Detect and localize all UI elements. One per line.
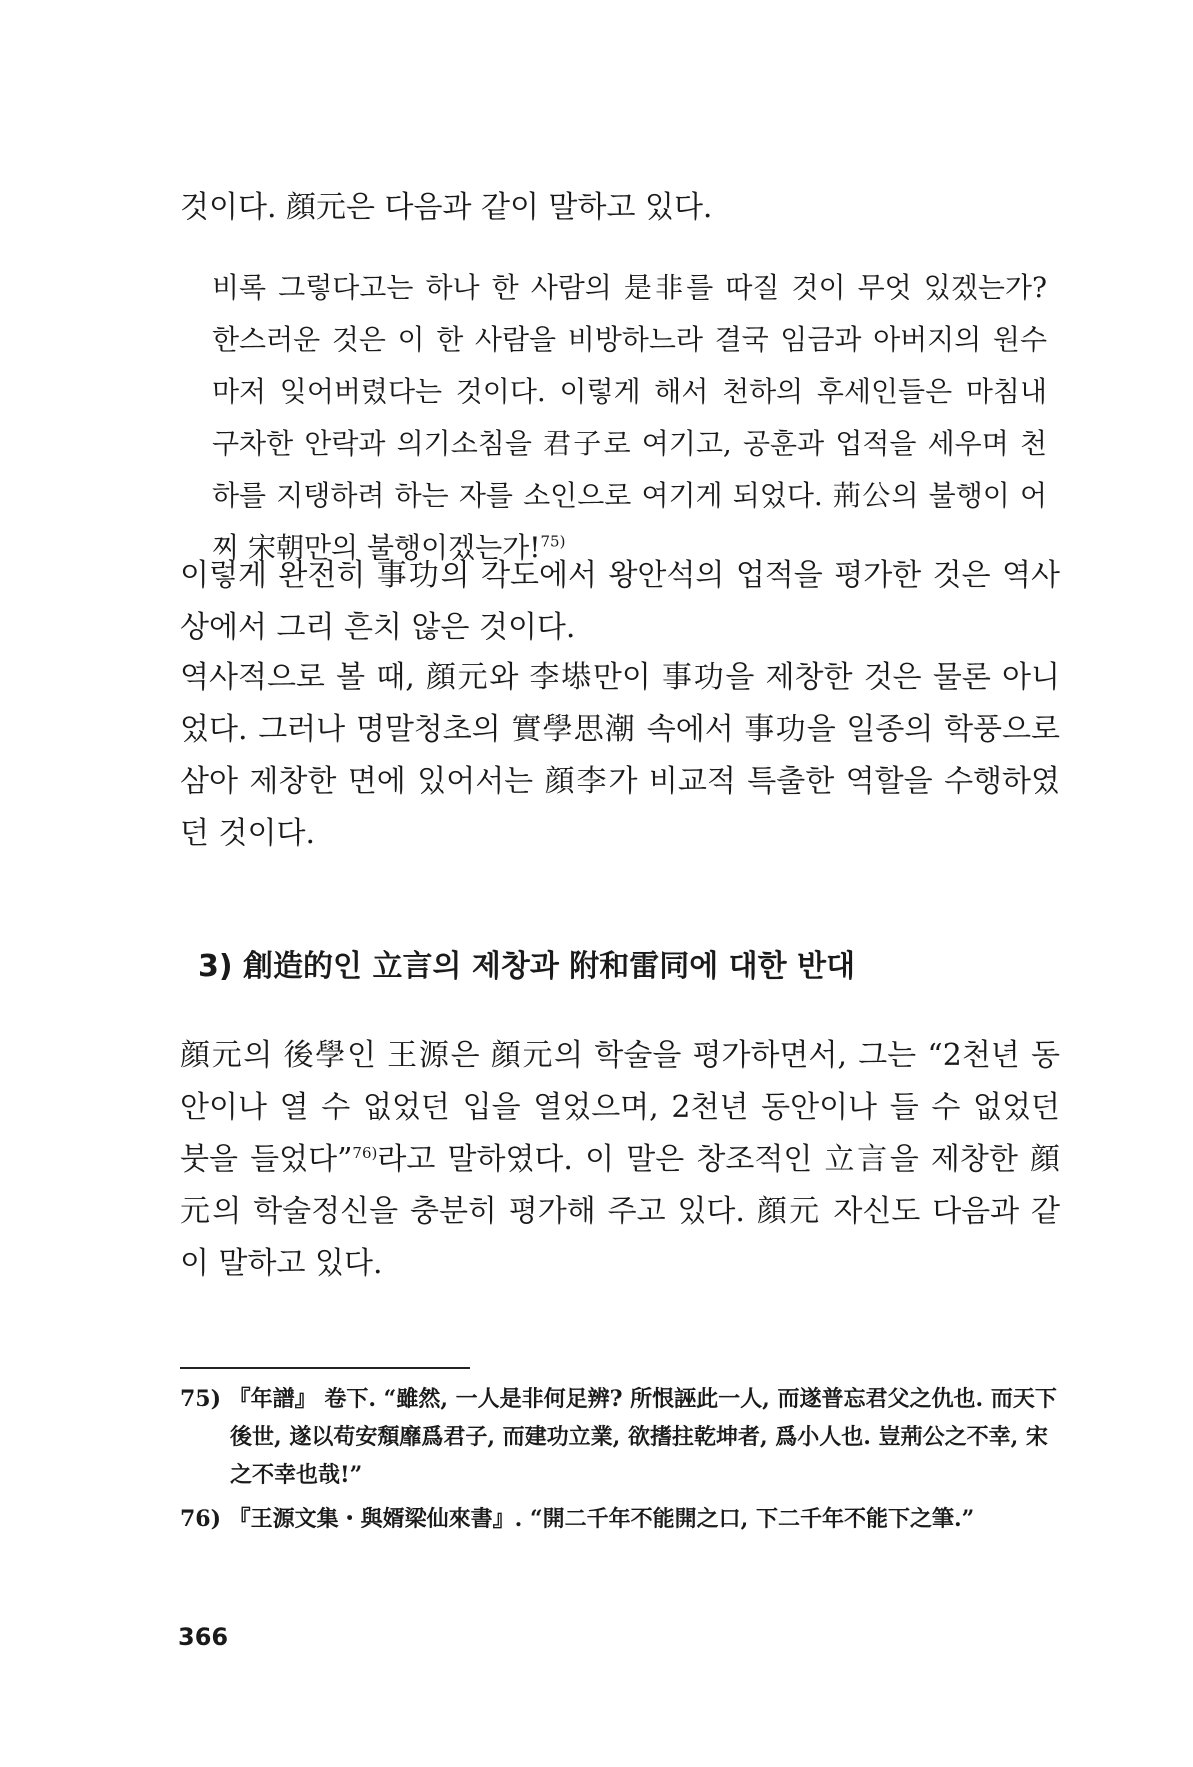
paragraph-4-text-a: 顔元의 後學인 王源은 顔元의 학술을 평가하면서, 그는 “2천년 동안이나 열 수 없었던 입을 열었으며, 2천년 동안이나 들 수 없었던 붓을 들었다” — [180, 1038, 1060, 1177]
section-heading: 3) 創造的인 立言의 제창과 附和雷同에 대한 반대 — [198, 949, 856, 984]
paragraph-2: 이렇게 완전히 事功의 각도에서 왕안석의 업적을 평가한 것은 역사상에서 그리 흔치 않은 것이다. — [180, 558, 1060, 645]
footnote-divider — [180, 1367, 470, 1369]
footnote-ref-75[interactable]: 75) — [540, 532, 566, 551]
footnote-75: 75) 『年譜』 卷下. “雖然, 一人是非何足辨? 所恨誣此一人, 而遂普忘君父之仇也. 而天下後世, 遂以苟安頽靡爲君子, 而建功立業, 欲搘拄乾坤者, 爲小人也. 豈荊公之不幸, 宋之不幸也哉!” — [180, 1386, 1057, 1488]
block-quote-text: 비록 그렇다고는 하나 한 사람의 是非를 따질 것이 무엇 있겠는가? 한스러운 것은 이 한 사람을 비방하느라 결국 임금과 아버지의 원수마저 잊어버렸다는 것이다. 이렇게 해서 천하의 후세인들은 마침내 구차한 안락과 의기소침을 君子로 여기고, 공훈과 업적을 세우며 천하를 지탱하려 하는 자를 소인으로 여기게 되었다. 荊公의 불행이 어찌 宋朝만의 불행이겠는가! — [212, 271, 1047, 564]
paragraph-4-text-b: 라고 말하였다. 이 말은 창조적인 立言을 제창한 顔元의 학술정신을 충분히 평가해 주고 있다. 顔元 자신도 다음과 같이 말하고 있다. — [180, 1142, 1060, 1281]
footnote-76: 76) 『王源文集・與婿梁仙來書』. “開二千年不能開之口, 下二千年不能下之筆.” — [180, 1506, 975, 1532]
paragraph-3: 역사적으로 볼 때, 顔元와 李塨만이 事功을 제창한 것은 물론 아니었다. 그러나 명말청초의 實學思潮 속에서 事功을 일종의 학풍으로 삼아 제창한 면에 있어서는 顔李가 비교적 특출한 역할을 수행하였던 것이다. — [180, 660, 1060, 851]
paragraph-continuation: 것이다. 顔元은 다음과 같이 말하고 있다. — [180, 190, 713, 225]
paragraph-4 — [180, 1030, 1060, 1290]
footnote-ref-76[interactable]: 76) — [352, 1144, 378, 1162]
page-number: 366 — [178, 1623, 229, 1651]
block-quote — [212, 262, 1047, 574]
